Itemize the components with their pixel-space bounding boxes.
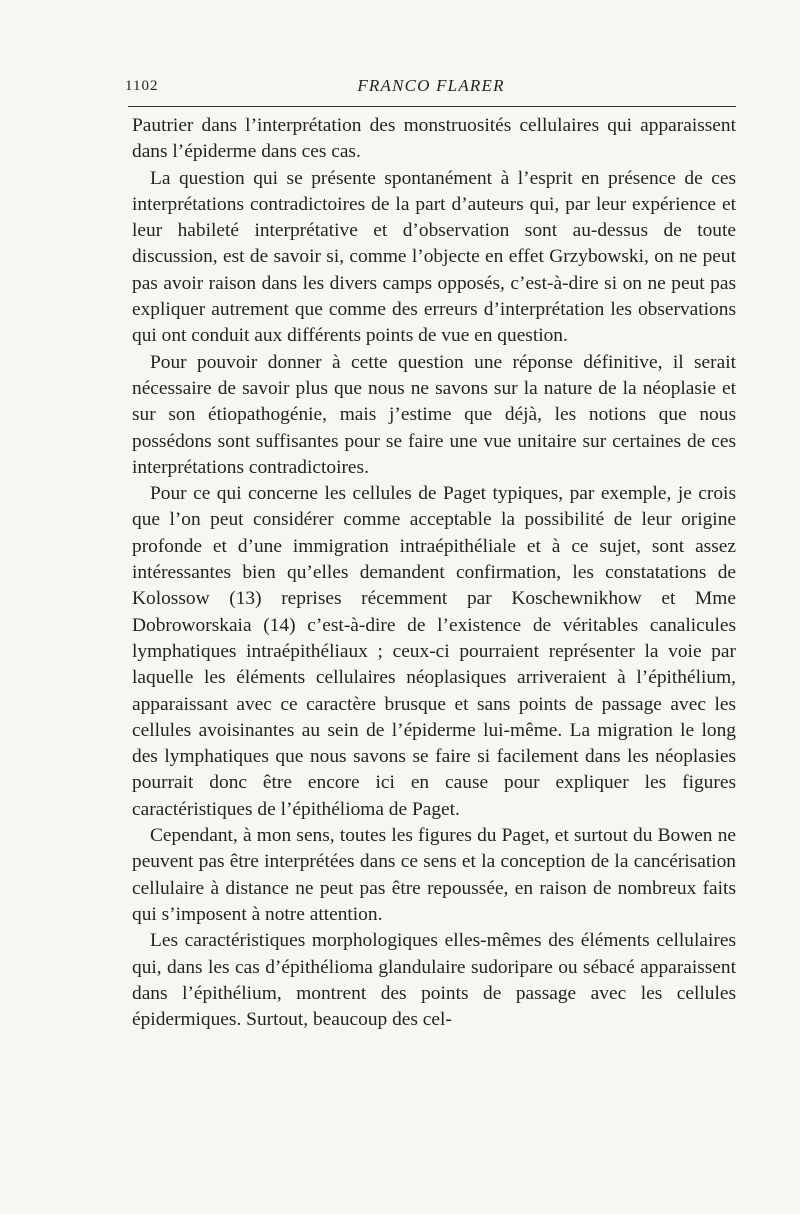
paragraph-1: Pautrier dans l’interprétation des monstruosités cellulaires qui apparaissent dans l’épiderme dans ces cas. <box>132 115 736 163</box>
paragraph-6: Les caractéristiques morphologiques elles-mêmes des éléments cellulaires qui, dans les cas d’épithélioma glandulaire sudoripare ou sébacé apparaissent dans l’épithélium, montrent des points de passage avec les cellules épidermiques. Surtout, beaucoup des cel- <box>132 930 736 1031</box>
paragraph-2: La question qui se présente spontanément à l’esprit en présence de ces interprétations contradictoires de la part d’auteurs qui, par leur expérience et leur habileté interprétative et d’observation sont au-dessus de toute discussion, est de savoir si, comme l’objecte en effet Grzybowski, on ne peut pas avoir raison dans les divers camps opposés, c’est-à-dire si on ne peut pas expliquer autrement que comme des erreurs d’interprétation les observations qui ont conduit aux différents points de vue en question. <box>132 167 736 347</box>
body-text <box>132 113 736 1033</box>
page-number: 1102 <box>125 78 159 94</box>
running-title: FRANCO FLARER <box>357 76 505 95</box>
paragraph-4: Pour ce qui concerne les cellules de Paget typiques, par exemple, je crois que l’on peut considérer comme acceptable la possibilité de leur origine profonde et d’une immigration intraépithéliale et à ce sujet, sont assez intéressantes bien qu’elles demandent confirmation, les constatations de Kolossow (13) reprises récemment par Koschewnikhow et Mme Dobroworskaia (14) c’est-à-dire de l’existence de véritables canalicules lymphatiques intraépithéliaux ; ceux-ci pourraient représenter la voie par laquelle les éléments cellulaires néoplasiques arriveraient à l’épithélium, apparaissant avec ce caractère brusque et sans points de passage avec les cellules avoisinantes au sein de l’épiderme lui-même. La migration le long des lymphatiques que nous savons se faire si facilement dans les néoplasies pourrait donc être encore ici en cause pour expliquer les figures caractéristiques de l’épithélioma de Paget. <box>132 483 736 820</box>
header-rule <box>128 106 736 107</box>
paragraph-5: Cependant, à mon sens, toutes les figures du Paget, et surtout du Bowen ne peuvent pas être interprétées dans ce sens et la conception de la cancérisation cellulaire à distance ne peut pas être repoussée, en raison de nombreux faits qui s’imposent à notre attention. <box>132 825 736 925</box>
running-head <box>125 74 737 102</box>
paragraph-3: Pour pouvoir donner à cette question une réponse définitive, il serait nécessaire de savoir plus que nous ne savons sur la nature de la néoplasie et sur son étiopathogénie, mais j’estime que déjà, les notions que nous possédons sont suffisantes pour se faire une vue unitaire sur certaines de ces interprétations contradictoires. <box>132 351 736 478</box>
